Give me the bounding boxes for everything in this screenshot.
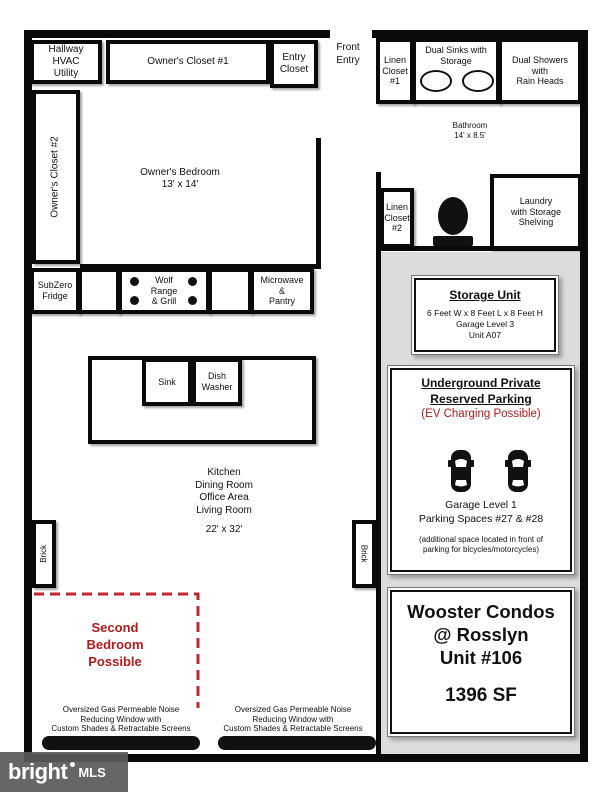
window-left-label: Oversized Gas Permeable Noise Reducing Window with Custom Shades & Retractable Screens bbox=[51, 705, 191, 734]
owners-closet-2 bbox=[32, 90, 80, 264]
brick-column-left bbox=[32, 520, 56, 588]
owners-closet-2-label: Owner's Closet #2 bbox=[50, 136, 62, 218]
car-icon-space-27 bbox=[448, 448, 474, 494]
bathroom-size: 14' x 8.5' bbox=[454, 131, 486, 140]
microwave-pantry bbox=[250, 268, 314, 314]
counter-cabinet-middle bbox=[208, 268, 252, 314]
linen-closet-1 bbox=[376, 38, 414, 104]
garage-column-wall bbox=[376, 248, 381, 756]
second-bedroom-label: Second Bedroom Possible bbox=[86, 620, 144, 669]
toilet-icon bbox=[430, 196, 476, 250]
hallway-hvac-label: Hallway HVAC Utility bbox=[48, 44, 84, 79]
watermark-brand: bright bbox=[8, 759, 68, 784]
front-entry-label: Front Entry bbox=[336, 42, 360, 66]
bathroom-label: Bathroom bbox=[452, 121, 488, 130]
sink-basin-left-icon bbox=[420, 70, 452, 92]
listing-panel bbox=[390, 590, 572, 734]
island-sink bbox=[142, 358, 192, 406]
laundry-room bbox=[490, 174, 582, 250]
main-area-label: Kitchen Dining Room Office Area Living Room bbox=[195, 467, 253, 516]
burner-top-right-icon bbox=[188, 277, 197, 286]
sink-label: Sink bbox=[158, 376, 176, 387]
microwave-pantry-label: Microwave & Pantry bbox=[260, 274, 304, 307]
parking-note: (additional space located in front of parking for bicycles/motorcycles) bbox=[418, 534, 544, 554]
parking-details: Garage Level 1 Parking Spaces #27 & #28 bbox=[418, 499, 544, 526]
owners-bedroom-size: 13' x 14' bbox=[161, 179, 199, 190]
parking-ev-note: (EV Charging Possible) bbox=[421, 408, 541, 421]
storage-unit-details: 6 Feet W x 8 Feet L x 8 Feet H Garage Level 3 Unit A07 bbox=[427, 308, 543, 341]
wolf-range-label: Wolf Range & Grill bbox=[150, 274, 178, 307]
owners-closet-1 bbox=[106, 40, 270, 84]
parking-title: Underground Private Reserved Parking bbox=[421, 376, 541, 406]
island-dishwasher bbox=[192, 358, 242, 406]
owners-bedroom-label: Owner's Bedroom bbox=[140, 167, 220, 178]
storage-unit-panel bbox=[414, 278, 556, 352]
counter-cabinet-left bbox=[78, 268, 120, 314]
laundry-label: Laundry with Storage Shelving bbox=[510, 195, 562, 228]
linen-closet-1-label: Linen Closet #1 bbox=[382, 54, 408, 87]
brick-left-label: Brick bbox=[39, 545, 49, 563]
hallway-hvac-utility bbox=[30, 40, 102, 84]
watermark-dot-icon bbox=[70, 762, 75, 767]
dishwasher-label: Dish Washer bbox=[201, 371, 233, 392]
entry-closet-label: Entry Closet bbox=[279, 52, 309, 75]
dual-showers bbox=[498, 38, 582, 104]
burner-bottom-left-icon bbox=[130, 296, 139, 305]
entry-closet bbox=[270, 40, 318, 88]
linen-closet-2-label: Linen Closet #2 bbox=[384, 201, 410, 234]
sink-basin-right-icon bbox=[462, 70, 494, 92]
watermark-suffix: MLS bbox=[78, 764, 106, 780]
parking-panel bbox=[390, 368, 572, 572]
window-right-label: Oversized Gas Permeable Noise Reducing Window with Custom Shades & Retractable Screens bbox=[223, 705, 363, 734]
owners-closet-1-label: Owner's Closet #1 bbox=[147, 56, 229, 67]
window-right bbox=[218, 736, 376, 750]
burner-bottom-right-icon bbox=[188, 296, 197, 305]
subzero-fridge-label: SubZero Fridge bbox=[37, 280, 73, 301]
outer-wall-top-left bbox=[24, 30, 330, 38]
bedroom-wall-right bbox=[316, 138, 321, 268]
burner-top-left-icon bbox=[130, 277, 139, 286]
listing-name: Wooster Condos @ Rosslyn Unit #106 bbox=[407, 601, 555, 669]
linen-closet-2 bbox=[380, 188, 414, 248]
storage-unit-title: Storage Unit bbox=[449, 288, 521, 302]
brightmls-watermark bbox=[0, 752, 128, 792]
dual-sinks-label: Dual Sinks with Storage bbox=[425, 45, 487, 66]
main-area-size: 22' x 32' bbox=[205, 524, 243, 535]
brick-right-label: Brick bbox=[359, 545, 369, 563]
listing-area: 1396 SF bbox=[445, 685, 517, 707]
brick-column-right bbox=[352, 520, 376, 588]
car-icon-space-28 bbox=[505, 448, 531, 494]
outer-wall-right bbox=[580, 30, 588, 762]
dual-showers-label: Dual Showers with Rain Heads bbox=[511, 54, 569, 87]
outer-wall-top-right bbox=[372, 30, 588, 38]
wolf-range-grill bbox=[118, 268, 210, 314]
subzero-fridge bbox=[30, 268, 80, 314]
window-left bbox=[42, 736, 200, 750]
